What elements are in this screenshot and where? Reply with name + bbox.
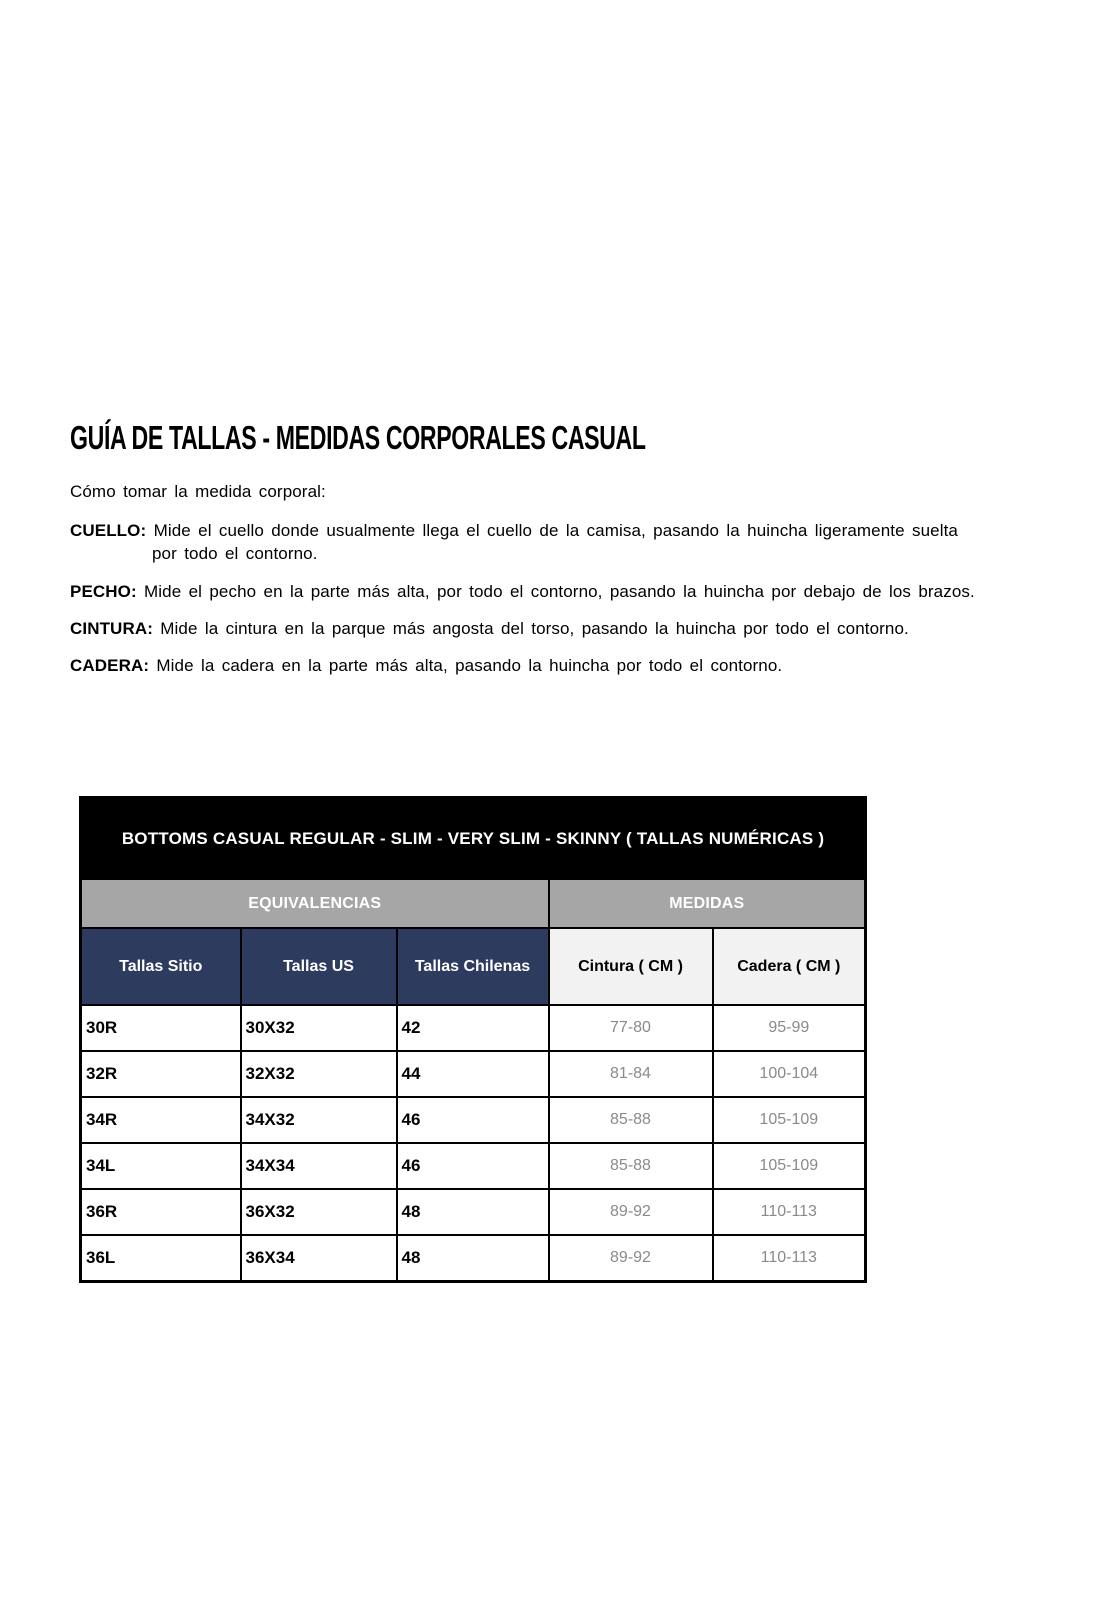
table-cell: 48 [397,1189,549,1235]
table-title-row [81,798,866,880]
table-cell: 30X32 [241,1005,397,1051]
table-cell: 42 [397,1005,549,1051]
instruction-cintura [70,617,1045,640]
table-cell: 48 [397,1235,549,1282]
instruction-pecho-label: PECHO: [70,582,137,601]
table-cell: 46 [397,1143,549,1189]
table-cell: 100-104 [713,1051,866,1097]
table-cell: 32X32 [241,1051,397,1097]
table-row [81,1235,866,1282]
instruction-cadera-text: Mide la cadera en la parte más alta, pasando la huincha por todo el contorno. [156,656,783,675]
instruction-cintura-text: Mide la cintura en la parque más angosta del torso, pasando la huincha por todo el contorno. [160,619,909,638]
page-title-text: GUÍA DE TALLAS - MEDIDAS CORPORALES CASUAL [70,419,646,456]
table-group-row [81,879,866,928]
table-cell: 95-99 [713,1005,866,1051]
instruction-cuello-text: Mide el cuello donde usualmente llega el cuello de la camisa, pasando la huincha ligeramente suelta [153,521,958,540]
table-column-header-row [81,928,866,1005]
instruction-pecho-text: Mide el pecho en la parte más alta, por todo el contorno, pasando la huincha por debajo de los brazos. [144,582,975,601]
instruction-cuello-text-line2: por todo el contorno. [152,544,318,563]
table-cell: 36L [81,1235,241,1282]
col-header-tallas-sitio: Tallas Sitio [81,928,241,1005]
size-table [79,796,867,1283]
table-cell: 89-92 [549,1235,713,1282]
table-cell: 77-80 [549,1005,713,1051]
table-cell: 85-88 [549,1143,713,1189]
instruction-cintura-label: CINTURA: [70,619,153,638]
table-cell: 34R [81,1097,241,1143]
table-cell: 36X34 [241,1235,397,1282]
table-row [81,1143,866,1189]
col-header-tallas-us: Tallas US [241,928,397,1005]
table-cell: 32R [81,1051,241,1097]
group-header-equivalencias: EQUIVALENCIAS [81,879,549,928]
col-header-cadera-cm: Cadera ( CM ) [713,928,866,1005]
table-cell: 34L [81,1143,241,1189]
table-cell: 81-84 [549,1051,713,1097]
intro-text: Cómo tomar la medida corporal: [70,482,326,501]
instruction-cuello [70,519,1045,565]
table-cell: 36R [81,1189,241,1235]
table-cell: 34X34 [241,1143,397,1189]
table-cell: 46 [397,1097,549,1143]
table-title: BOTTOMS CASUAL REGULAR - SLIM - VERY SLIM - SKINNY ( TALLAS NUMÉRICAS ) [81,798,866,880]
table-cell: 85-88 [549,1097,713,1143]
instruction-cadera-label: CADERA: [70,656,150,675]
col-header-cintura-cm: Cintura ( CM ) [549,928,713,1005]
col-header-tallas-chilenas: Tallas Chilenas [397,928,549,1005]
table-row [81,1189,866,1235]
instruction-cuello-label: CUELLO: [70,521,147,540]
table-row [81,1097,866,1143]
table-cell: 110-113 [713,1189,866,1235]
table-cell: 105-109 [713,1097,866,1143]
table-row [81,1005,866,1051]
page-title [70,420,892,456]
table-cell: 36X32 [241,1189,397,1235]
instruction-cadera [70,654,1045,677]
instruction-pecho [70,580,1045,603]
table-cell: 105-109 [713,1143,866,1189]
table-cell: 110-113 [713,1235,866,1282]
table-row [81,1051,866,1097]
size-table-body [81,1005,866,1282]
table-cell: 44 [397,1051,549,1097]
table-cell: 30R [81,1005,241,1051]
table-cell: 34X32 [241,1097,397,1143]
group-header-medidas: MEDIDAS [549,879,866,928]
table-cell: 89-92 [549,1189,713,1235]
